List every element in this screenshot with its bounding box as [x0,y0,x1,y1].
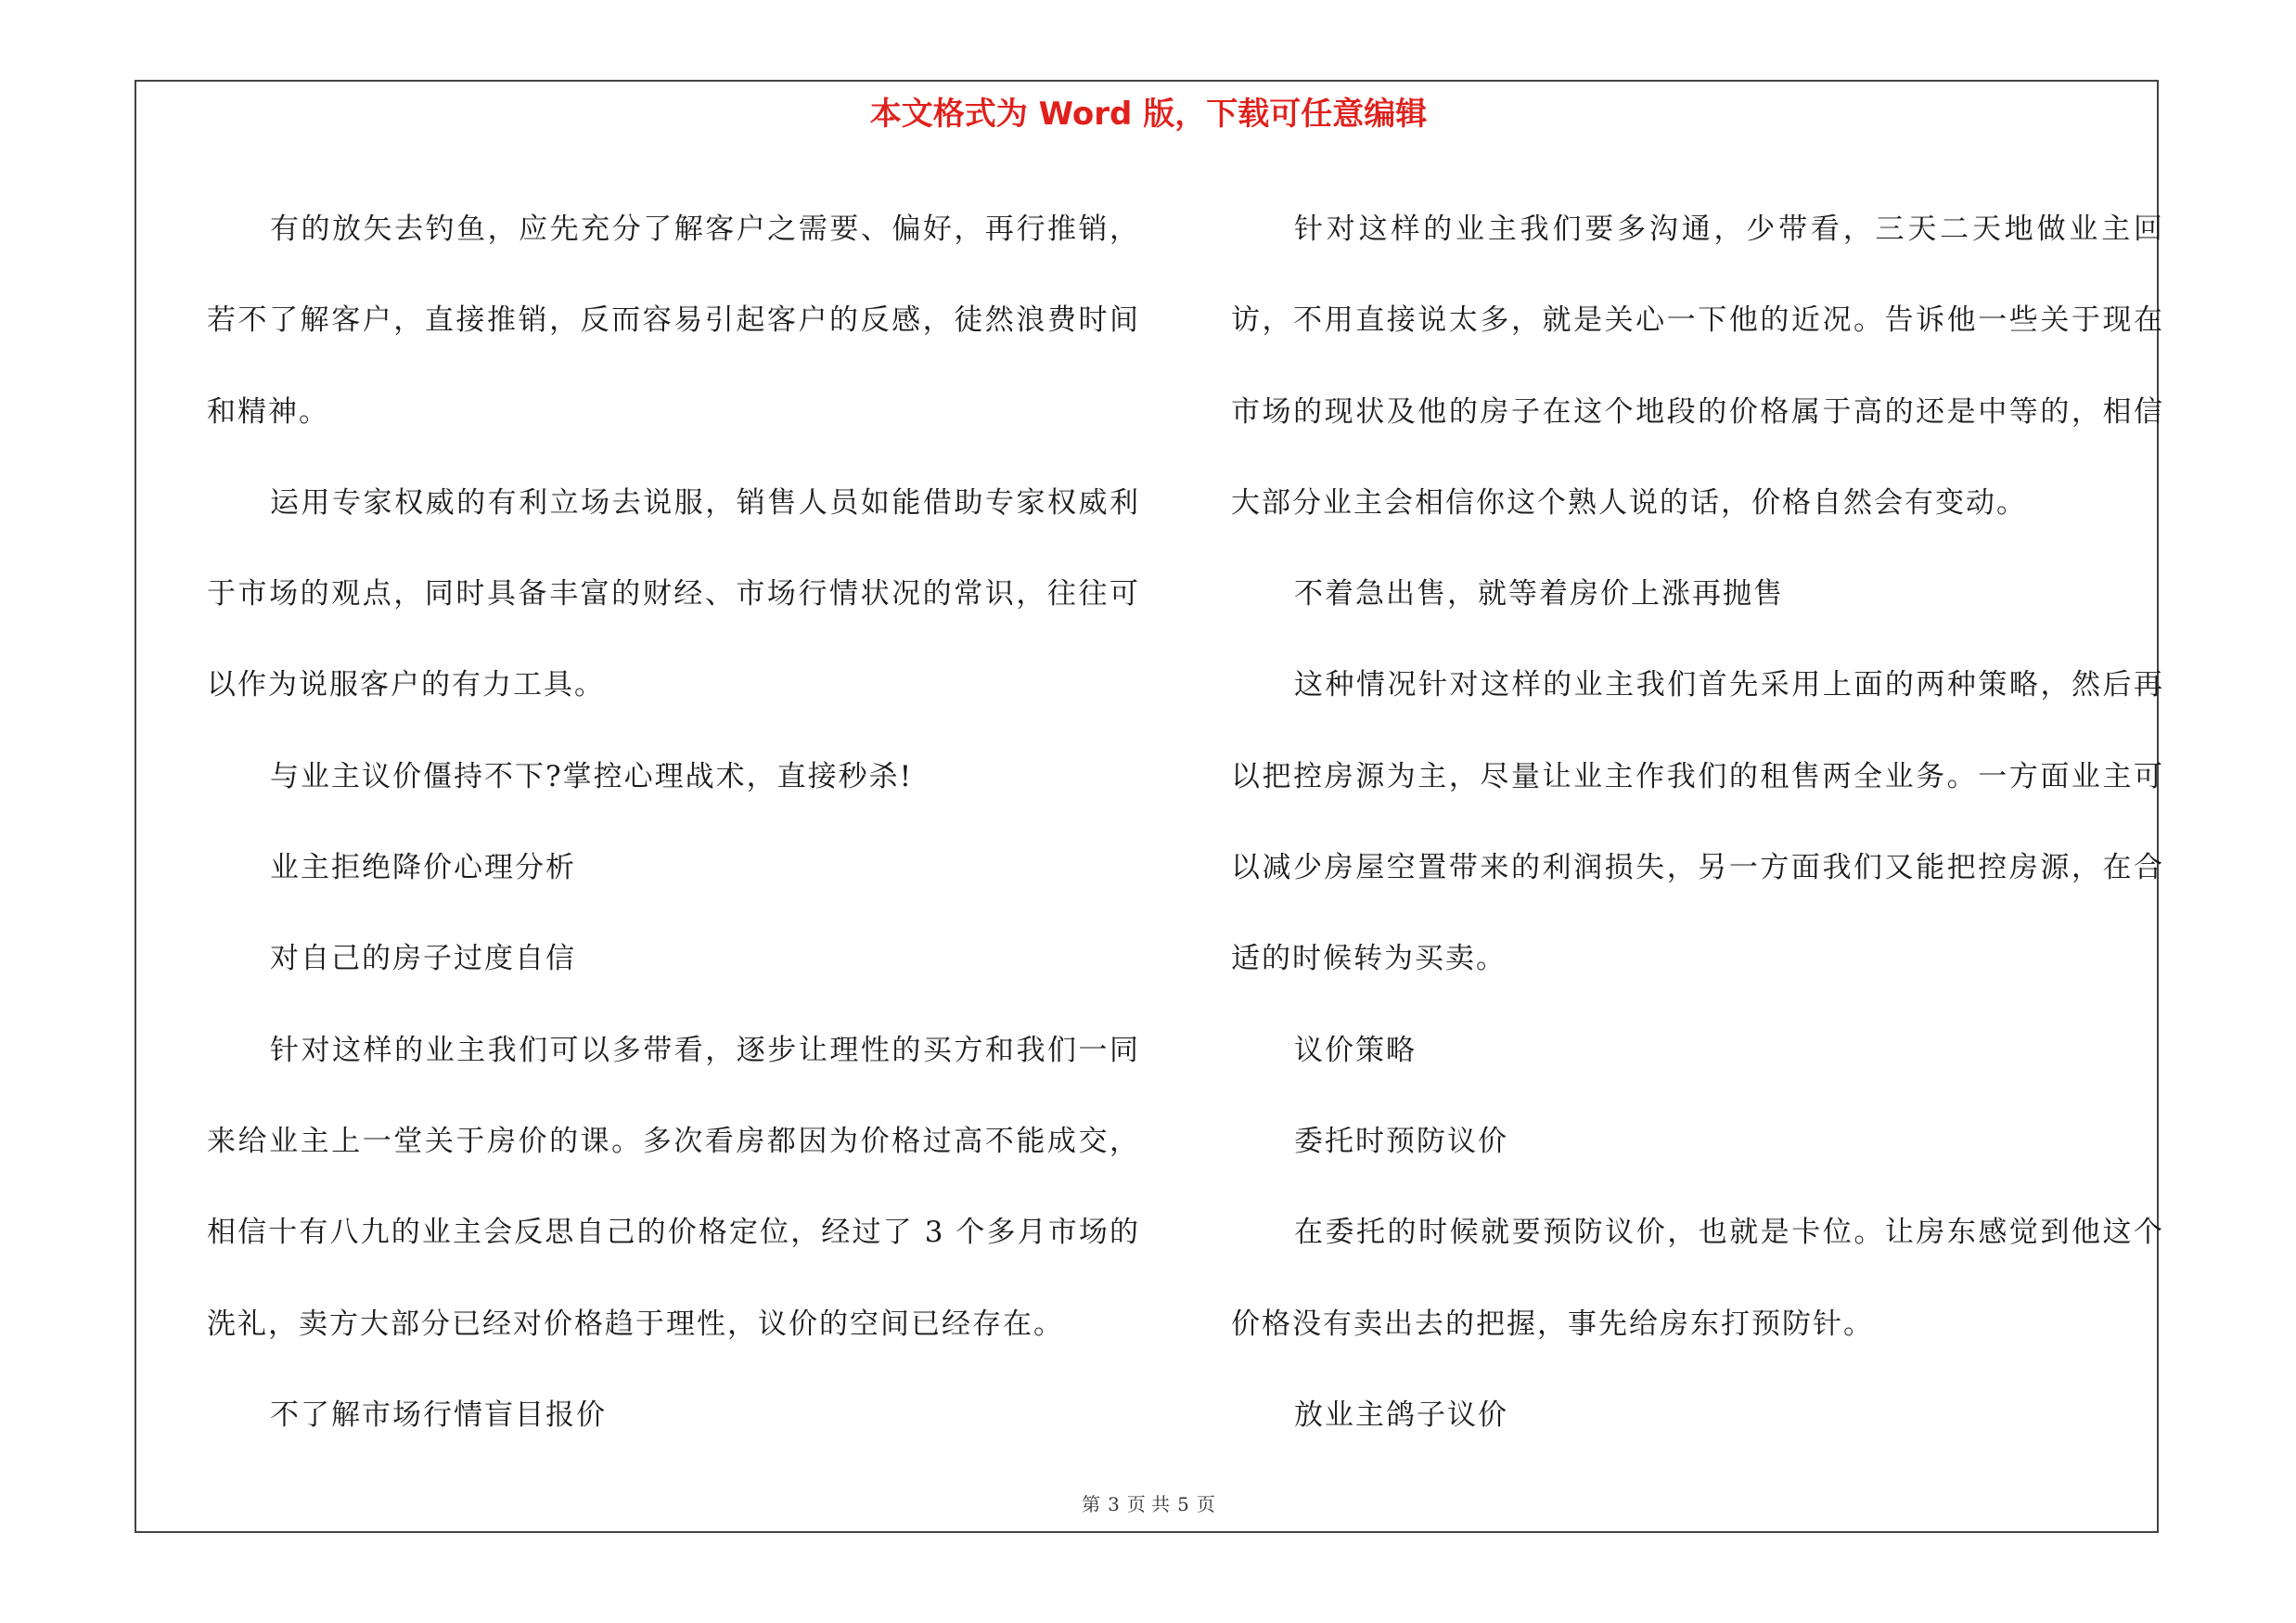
paragraph: 业主拒绝降价心理分析 [270,851,576,885]
paragraph: 在委托的时候就要预防议价，也就是卡位。让房东感觉到他这个价格没有卖出去的把握，事先给房东打预防针。 [1231,1216,2164,1341]
paragraph: 放业主鸽子议价 [1294,1398,1508,1432]
paragraph: 不着急出售，就等着房价上涨再抛售 [1294,577,1784,612]
document-header-notice: 本文格式为 Word 版，下载可任意编辑 [869,96,1428,133]
paragraph: 不了解市场行情盲目报价 [270,1398,607,1432]
paragraph: 有的放矢去钓鱼，应先充分了解客户之需要、偏好，再行推销，若不了解客户，直接推销，反而容易引起客户的反感，徒然浪费时间和精神。 [207,213,1140,429]
current-page-number: 3 [1108,1493,1120,1515]
footer-middle: 页 共 [1126,1493,1171,1515]
page-frame [135,80,2164,1533]
footer-suffix: 页 [1196,1493,1215,1515]
paragraph: 委托时预防议价 [1294,1124,1508,1158]
page-number-footer [136,1490,2161,1518]
paragraph: 议价策略 [1294,1033,1417,1067]
total-page-count: 5 [1177,1493,1189,1515]
left-column [207,184,1140,1461]
paragraph: 与业主议价僵持不下?掌控心理战术，直接秒杀! [270,759,914,793]
paragraph: 对自己的房子过度自信 [270,942,576,976]
paragraph: 针对这样的业主我们可以多带看，逐步让理性的买方和我们一同来给业主上一堂关于房价的课。多次看房都因为价格过高不能成交，相信十有八九的业主会反思自己的价格定位，经过了 3 个多月市场的洗礼，卖方大部分已经对价格趋于理性，议价的空间已经存在。 [207,1033,1140,1341]
footer-prefix: 第 [1082,1493,1101,1515]
paragraph: 针对这样的业主我们要多沟通，少带看，三天二天地做业主回访，不用直接说太多，就是关心一下他的近况。告诉他一些关于现在市场的现状及他的房子在这个地段的价格属于高的还是中等的，相信大部分业主会相信你这个熟人说的话，价格自然会有变动。 [1231,213,2164,520]
right-column [1231,184,2164,1461]
paragraph: 运用专家权威的有利立场去说服，销售人员如能借助专家权威利于市场的观点，同时具备丰富的财经、市场行情状况的常识，往往可以作为说服客户的有力工具。 [207,485,1140,702]
paragraph: 这种情况针对这样的业主我们首先采用上面的两种策略，然后再以把控房源为主，尽量让业主作我们的租售两全业务。一方面业主可以减少房屋空置带来的利润损失，另一方面我们又能把控房源，在合适的时候转为买卖。 [1231,668,2164,976]
